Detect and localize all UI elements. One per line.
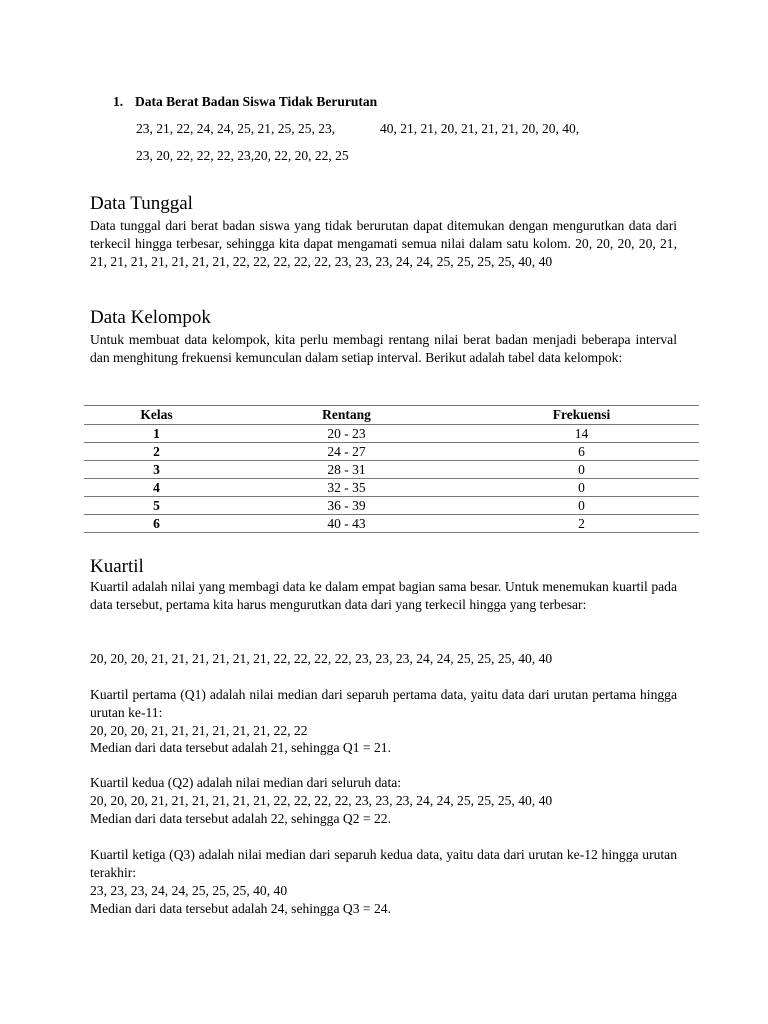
q1-result: Median dari data tersebut adalah 21, sehingga Q1 = 21. (90, 740, 391, 755)
cell-rentang: 32 - 35 (229, 479, 464, 497)
kuartil-intro: Kuartil adalah nilai yang membagi data ke dalam empat bagian sama besar. Untuk menemukan kuartil pada data tersebut, pertama kita harus mengurutkan data dari yang terkecil hingga yang terbesar: (90, 579, 677, 612)
data-tunggal-heading: Data Tunggal (90, 193, 193, 214)
q2-description: Kuartil kedua (Q2) adalah nilai median dari seluruh data: (90, 775, 402, 790)
table-row (84, 425, 699, 443)
cell-frekuensi: 0 (464, 461, 699, 479)
cell-frekuensi: 0 (464, 479, 699, 497)
list-item-heading (113, 94, 377, 110)
table-header-row (84, 406, 699, 425)
column-header-frekuensi: Frekuensi (464, 406, 699, 425)
cell-frekuensi: 14 (464, 425, 699, 443)
column-header-rentang: Rentang (229, 406, 464, 425)
data-tunggal-paragraph: Data tunggal dari berat badan siswa yang tidak berurutan dapat ditemukan dengan mengurutkan data dari terkecil hingga terbesar, sehingga kita dapat mengamati semua nilai dalam satu kolom. 20, 20, 20, 20, 21, 21, 21, 21, 21, 21, 21, 21, 22, 22, 22, 22, 22, 23, 23, 23, 24, 24, 25, 25, 25, 25, 40, 40 (90, 218, 677, 269)
q3-description: Kuartil ketiga (Q3) adalah nilai median dari separuh kedua data, yaitu data dari urutan ke-12 hingga urutan terakhir: (90, 847, 677, 880)
table-row (84, 461, 699, 479)
kuartil-sorted-data: 20, 20, 20, 21, 21, 21, 21, 21, 21, 22, 22, 22, 22, 23, 23, 23, 24, 24, 25, 25, 25, 40, 40 (90, 651, 553, 666)
cell-kelas: 6 (84, 515, 229, 533)
table-row (84, 497, 699, 515)
data-kelompok-paragraph: Untuk membuat data kelompok, kita perlu membagi rentang nilai berat badan menjadi beberapa interval dan menghitung frekuensi kemunculan dalam setiap interval. Berikut adalah tabel data kelompok: (90, 332, 677, 365)
raw-data-line-2: 23, 20, 22, 22, 22, 23,20, 22, 20, 22, 25 (136, 148, 349, 163)
cell-frekuensi: 0 (464, 497, 699, 515)
cell-kelas: 3 (84, 461, 229, 479)
cell-frekuensi: 2 (464, 515, 699, 533)
data-kelompok-heading: Data Kelompok (90, 307, 211, 328)
kuartil-heading: Kuartil (90, 556, 144, 577)
cell-kelas: 4 (84, 479, 229, 497)
q2-data: 20, 20, 20, 21, 21, 21, 21, 21, 21, 22, 22, 22, 22, 23, 23, 23, 24, 24, 25, 25, 25, 40, 40 (90, 793, 553, 808)
q2-result: Median dari data tersebut adalah 22, sehingga Q2 = 22. (90, 811, 391, 826)
cell-frekuensi: 6 (464, 443, 699, 461)
q1-description: Kuartil pertama (Q1) adalah nilai median dari separuh pertama data, yaitu data dari urutan pertama hingga urutan ke-11: (90, 687, 677, 720)
raw-data-line-1b: 40, 21, 21, 20, 21, 21, 21, 20, 20, 40, (380, 121, 580, 136)
cell-rentang: 20 - 23 (229, 425, 464, 443)
q3-data: 23, 23, 23, 24, 24, 25, 25, 25, 40, 40 (90, 883, 288, 898)
cell-kelas: 5 (84, 497, 229, 515)
q3-result: Median dari data tersebut adalah 24, sehingga Q3 = 24. (90, 901, 391, 916)
table-row (84, 479, 699, 497)
cell-rentang: 28 - 31 (229, 461, 464, 479)
cell-kelas: 1 (84, 425, 229, 443)
cell-rentang: 40 - 43 (229, 515, 464, 533)
table-row (84, 443, 699, 461)
q1-data: 20, 20, 20, 21, 21, 21, 21, 21, 21, 22, 22 (90, 723, 308, 738)
list-title: Data Berat Badan Siswa Tidak Berurutan (135, 94, 378, 109)
cell-rentang: 36 - 39 (229, 497, 464, 515)
column-header-kelas: Kelas (84, 406, 229, 425)
table-row (84, 515, 699, 533)
list-number: 1. (113, 94, 124, 109)
data-kelompok-table (84, 405, 699, 533)
cell-rentang: 24 - 27 (229, 443, 464, 461)
cell-kelas: 2 (84, 443, 229, 461)
raw-data-line-1a: 23, 21, 22, 24, 24, 25, 21, 25, 25, 23, (136, 121, 336, 136)
